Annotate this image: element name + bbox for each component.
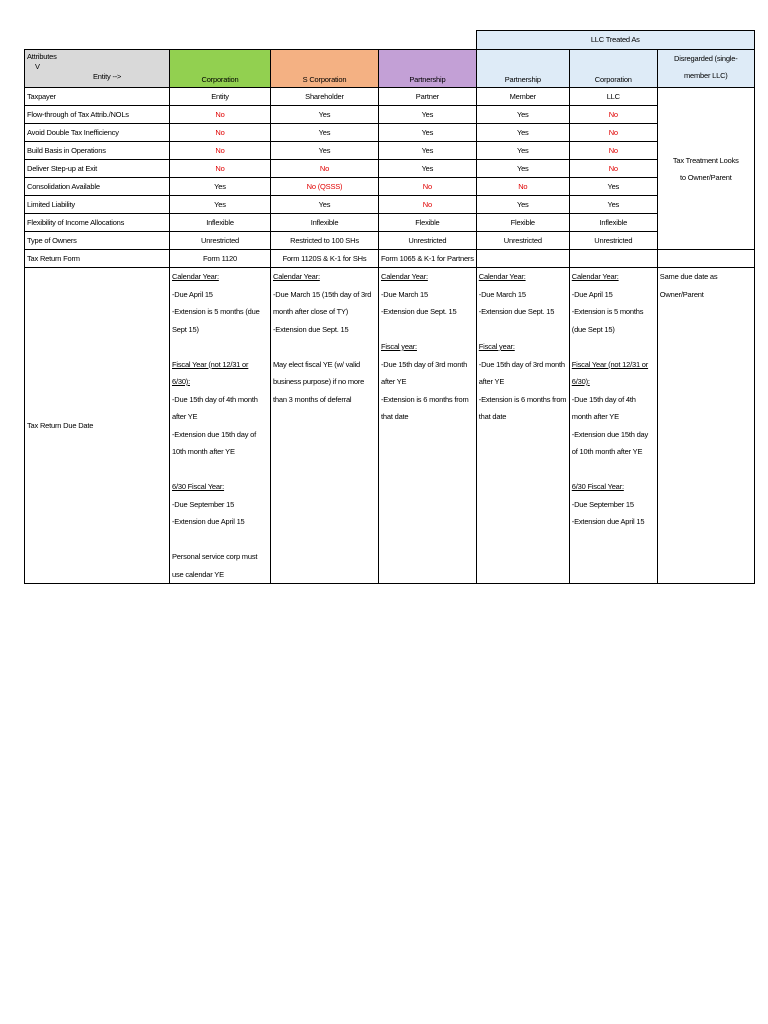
due-date-line: Calendar Year: [273, 272, 320, 281]
due-date-line: -Extension is 5 months (due Sept 15) [172, 307, 260, 334]
attributes-label: Attributes [27, 52, 57, 61]
due-date-line [381, 321, 474, 339]
attribute-value: LLC [569, 88, 657, 106]
blank-cell [271, 31, 379, 50]
attribute-value: Flexible [476, 214, 569, 232]
due-date-line: Fiscal Year (not 12/31 or 6/30): [172, 359, 249, 386]
attribute-value: Unrestricted [569, 232, 657, 250]
attribute-value: No [170, 142, 271, 160]
due-date-line [172, 531, 268, 549]
attribute-value: Yes [569, 196, 657, 214]
due-date-line: -Due March 15 (15th day of 3rd month after close of TY) [273, 289, 372, 316]
due-date-line: -Due 15th day of 4th month after YE [172, 394, 258, 421]
due-date-line: Personal service corp must use calendar YE [172, 552, 258, 579]
down-arrow-icon: V [35, 62, 40, 71]
attribute-label: Flow-through of Tax Attrib./NOLs [25, 106, 170, 124]
attribute-value: Yes [271, 196, 379, 214]
due-date-llc-corporation [569, 268, 657, 584]
table-row [25, 178, 755, 196]
attribute-value: Inflexible [271, 214, 379, 232]
due-date-line: Calendar Year: [381, 272, 428, 281]
attribute-value: Form 1065 & K-1 for Partners [379, 250, 477, 268]
due-date-line: -Due 15th day of 3rd month after YE [478, 359, 565, 386]
attribute-value [476, 250, 569, 268]
due-date-line: 6/30 Fiscal Year: [571, 482, 624, 491]
due-date-line: -Due March 15 [478, 289, 526, 299]
entity-comparison-table [24, 30, 755, 584]
attribute-value [569, 250, 657, 268]
due-date-line: 6/30 Fiscal Year: [172, 482, 225, 491]
due-date-row [25, 268, 755, 584]
due-date-line: -Due April 15 [172, 289, 213, 299]
attribute-value: No [379, 178, 477, 196]
attributes-header-cell [25, 50, 170, 88]
attribute-value: No [569, 142, 657, 160]
header-llc-corporation: Corporation [569, 50, 657, 88]
attribute-value: No [170, 124, 271, 142]
due-date-line: Fiscal Year (not 12/31 or 6/30): [571, 359, 649, 386]
blank-cell [379, 31, 477, 50]
due-date-line: Calendar Year: [571, 272, 619, 281]
blank-cell [170, 31, 271, 50]
attribute-value: Yes [170, 196, 271, 214]
due-date-line: -Due April 15 [571, 289, 613, 299]
attribute-value: No [569, 160, 657, 178]
due-date-line: -Extension due Sept. 15 [273, 324, 349, 334]
attribute-value: Inflexible [569, 214, 657, 232]
attribute-value: Member [476, 88, 569, 106]
due-date-disregarded [657, 268, 754, 584]
due-date-line: -Due 15th day of 3rd month after YE [381, 359, 468, 386]
attribute-value: Unrestricted [379, 232, 477, 250]
attribute-label: Avoid Double Tax Inefficiency [25, 124, 170, 142]
attribute-value: Yes [476, 196, 569, 214]
header-s-corporation: S Corporation [271, 50, 379, 88]
attribute-value: Yes [476, 124, 569, 142]
attribute-value: Yes [476, 142, 569, 160]
due-date-label: Tax Return Due Date [25, 268, 170, 584]
due-date-llc-partnership [476, 268, 569, 584]
disregarded-label: Disregarded (single-member LLC) [674, 54, 738, 80]
attribute-value: No [476, 178, 569, 196]
header-partnership: Partnership [379, 50, 477, 88]
attribute-value: No [170, 106, 271, 124]
attribute-value: Restricted to 100 SHs [271, 232, 379, 250]
due-date-line: -Extension due April 15 [172, 517, 245, 526]
due-date-line: -Extension due Sept. 15 [381, 307, 457, 316]
attribute-value: Unrestricted [170, 232, 271, 250]
attribute-value: Form 1120S & K-1 for SHs [271, 250, 379, 268]
due-date-line: -Extension is 6 months from that date [381, 394, 469, 421]
due-date-line: Fiscal year: [381, 342, 417, 351]
empty-cell [657, 250, 754, 268]
attribute-label: Taxpayer [25, 88, 170, 106]
attribute-value: No (QSSS) [271, 178, 379, 196]
attribute-label: Type of Owners [25, 232, 170, 250]
attribute-value: Unrestricted [476, 232, 569, 250]
due-date-line: -Due 15th day of 4th month after YE [571, 394, 636, 421]
due-date-line: -Due September 15 [571, 499, 634, 509]
disregarded-note: Tax Treatment Looks to Owner/Parent [672, 155, 739, 182]
due-date-corporation [170, 268, 271, 584]
due-date-line [479, 321, 567, 339]
table-row [25, 88, 755, 106]
attribute-value: Partner [379, 88, 477, 106]
due-date-line: Fiscal year: [478, 342, 515, 351]
attribute-value: Yes [379, 142, 477, 160]
due-date-line: Calendar Year: [478, 272, 526, 281]
due-date-line: -Extension due Sept. 15 [478, 307, 555, 316]
disregarded-note-cell [657, 88, 754, 250]
due-date-line: -Extension due April 15 [571, 517, 645, 526]
due-date-s-corporation [271, 268, 379, 584]
attribute-rows [25, 88, 755, 268]
due-date-line [572, 461, 655, 479]
due-date-line: -Extension due 15th day of 10th month after YE [172, 429, 257, 456]
attribute-value: Yes [271, 142, 379, 160]
table-row [25, 232, 755, 250]
attribute-value: No [379, 196, 477, 214]
attribute-value: No [170, 160, 271, 178]
attribute-value: No [271, 160, 379, 178]
due-date-line [273, 338, 376, 356]
attribute-value: Yes [379, 124, 477, 142]
due-date-line: -Due March 15 [381, 289, 429, 299]
header-llc-partnership: Partnership [476, 50, 569, 88]
attribute-value: Yes [379, 160, 477, 178]
due-date-disregarded-text: Same due date as Owner/Parent [659, 272, 718, 299]
table-row [25, 196, 755, 214]
attribute-value: Flexible [379, 214, 477, 232]
attribute-value: Yes [476, 160, 569, 178]
attribute-value: Yes [170, 178, 271, 196]
due-date-line: Calendar Year: [172, 272, 219, 281]
attribute-label: Tax Return Form [25, 250, 170, 268]
llc-caption-row [25, 31, 755, 50]
attribute-label: Flexibility of Income Allocations [25, 214, 170, 232]
due-date-partnership [379, 268, 477, 584]
blank-cell [25, 31, 170, 50]
header-corporation: Corporation [170, 50, 271, 88]
column-header-row [25, 50, 755, 88]
attribute-value: Form 1120 [170, 250, 271, 268]
table-row [25, 106, 755, 124]
entity-label: Entity --> [93, 72, 122, 81]
attribute-value: Yes [271, 124, 379, 142]
attribute-value: No [569, 124, 657, 142]
due-date-line [572, 338, 655, 356]
attribute-value: Yes [379, 106, 477, 124]
due-date-line: May elect fiscal YE (w/ valid business purpose) if no more than 3 months of deferral [273, 359, 365, 404]
due-date-line: -Extension due 15th day of 10th month after YE [571, 429, 649, 456]
due-date-line [172, 338, 268, 356]
attribute-value: Yes [271, 106, 379, 124]
attribute-value: Yes [569, 178, 657, 196]
header-disregarded [657, 50, 754, 88]
due-date-line [172, 461, 268, 479]
llc-treated-as-caption: LLC Treated As [476, 31, 754, 50]
table-row [25, 124, 755, 142]
table-row [25, 214, 755, 232]
due-date-line: -Extension is 6 months from that date [478, 394, 567, 421]
table-row [25, 160, 755, 178]
attribute-value: No [569, 106, 657, 124]
attribute-value: Yes [476, 106, 569, 124]
due-date-line: -Extension is 5 months (due Sept 15) [571, 307, 644, 334]
attribute-label: Deliver Step-up at Exit [25, 160, 170, 178]
attribute-label: Consolidation Available [25, 178, 170, 196]
attribute-value: Entity [170, 88, 271, 106]
due-date-line: -Due September 15 [172, 499, 235, 509]
attribute-label: Limited Liability [25, 196, 170, 214]
table-row [25, 250, 755, 268]
table-row [25, 142, 755, 160]
attribute-value: Inflexible [170, 214, 271, 232]
attribute-label: Build Basis in Operations [25, 142, 170, 160]
attribute-value: Shareholder [271, 88, 379, 106]
